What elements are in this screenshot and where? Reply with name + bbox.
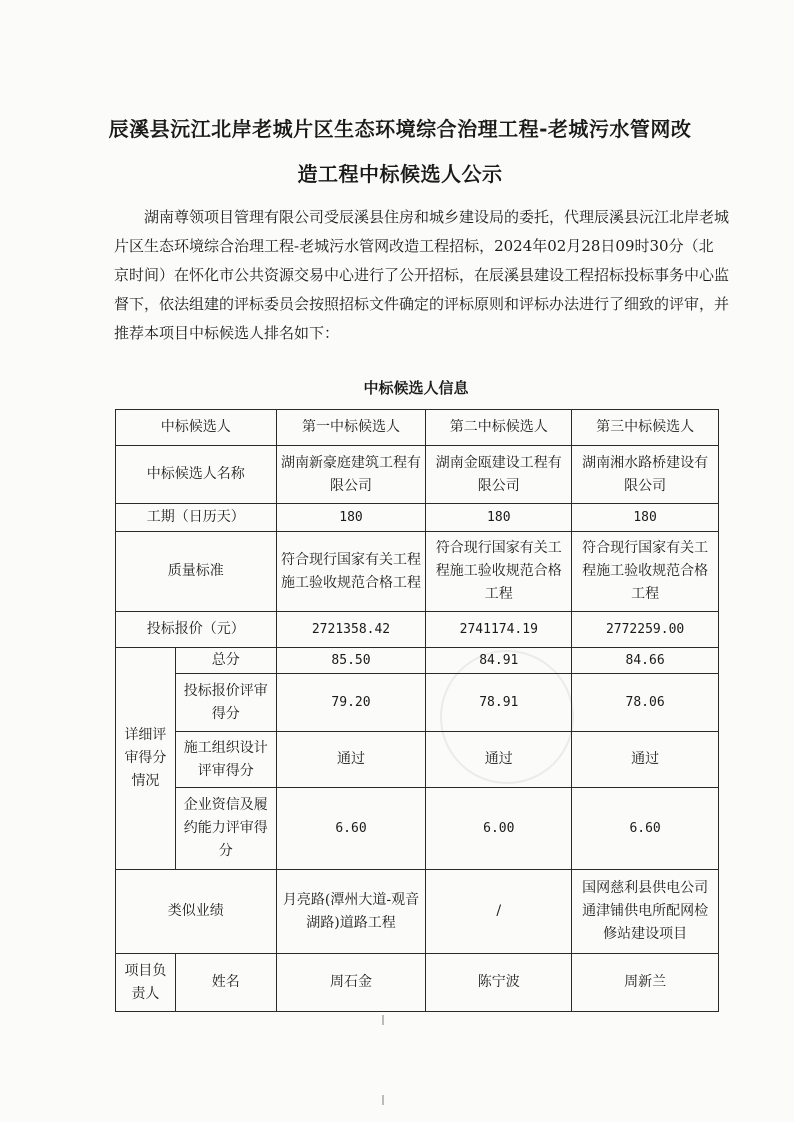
header-label: 中标候选人: [116, 410, 277, 446]
candidate-3-quality: 符合现行国家有关工程施工验收规范合格工程: [572, 532, 719, 612]
candidate-3-construction: 通过: [572, 732, 719, 788]
candidate-1-price: 2721358.42: [276, 612, 426, 648]
scan-mark: [382, 1015, 384, 1025]
intro-line: 片区生态环境综合治理工程-老城污水管网改造工程招标，2024年02月28日09时30分（北: [114, 237, 714, 255]
scan-mark: [382, 1095, 384, 1105]
row-label-price-score: 投标报价评审得分: [175, 674, 276, 732]
candidate-2-price: 2741174.19: [426, 612, 572, 648]
candidate-3-price: 2772259.00: [572, 612, 719, 648]
candidate-2-manager: 陈宁波: [426, 954, 572, 1012]
intro-line: 督下，依法组建的评标委员会按照招标文件确定的评标原则和评标办法进行了细致的评审，并: [114, 295, 730, 313]
table-row: [116, 788, 719, 870]
candidate-2-construction: 通过: [426, 732, 572, 788]
candidate-2-credit: 6.00: [426, 788, 572, 870]
table-row: [116, 954, 719, 1012]
document-title-line-1: 辰溪县沅江北岸老城片区生态环境综合治理工程-老城污水管网改: [108, 117, 692, 141]
table-row: [116, 732, 719, 788]
candidate-3-performance: 国网慈利县供电公司通津铺供电所配网检修站建设项目: [572, 870, 719, 954]
header-candidate-2: 第二中标候选人: [426, 410, 572, 446]
header-candidate-3: 第三中标候选人: [572, 410, 719, 446]
header-candidate-1: 第一中标候选人: [276, 410, 426, 446]
candidate-3-credit: 6.60: [572, 788, 719, 870]
candidate-1-credit: 6.60: [276, 788, 426, 870]
table-row: [116, 612, 719, 648]
row-label-period: 工期（日历天）: [116, 504, 277, 532]
row-label-construction: 施工组织设计评审得分: [175, 732, 276, 788]
table-row: [116, 532, 719, 612]
row-label-name: 中标候选人名称: [116, 446, 277, 504]
intro-paragraph: [114, 203, 730, 348]
candidate-1-price-score: 79.20: [276, 674, 426, 732]
candidate-3-manager: 周新兰: [572, 954, 719, 1012]
detail-group-label: 详细评审得分情况: [116, 648, 176, 870]
intro-line: 京时间）在怀化市公共资源交易中心进行了公开招标，在辰溪县建设工程招标投标事务中心监: [114, 266, 730, 284]
candidate-2-performance: /: [426, 870, 572, 954]
table-row: [116, 446, 719, 504]
table-caption: 中标候选人信息: [363, 379, 469, 397]
table-row: [116, 870, 719, 954]
candidate-2-price-score: 78.91: [426, 674, 572, 732]
candidate-1-quality: 符合现行国家有关工程施工验收规范合格工程: [276, 532, 426, 612]
candidate-3-name: 湖南湘水路桥建设有限公司: [572, 446, 719, 504]
candidate-1-construction: 通过: [276, 732, 426, 788]
candidate-1-total: 85.50: [276, 648, 426, 674]
manager-group-label: 项目负责人: [116, 954, 176, 1012]
candidate-3-price-score: 78.06: [572, 674, 719, 732]
row-label-total: 总分: [175, 648, 276, 674]
table-row: [116, 648, 719, 674]
document-title-line-2: 造工程中标候选人公示: [297, 162, 503, 186]
candidate-2-name: 湖南金瓯建设工程有限公司: [426, 446, 572, 504]
table-row: [116, 504, 719, 532]
candidate-3-total: 84.66: [572, 648, 719, 674]
candidate-3-period: 180: [572, 504, 719, 532]
row-label-performance: 类似业绩: [116, 870, 277, 954]
row-label-price: 投标报价（元）: [116, 612, 277, 648]
candidate-2-quality: 符合现行国家有关工程施工验收规范合格工程: [426, 532, 572, 612]
row-label-quality: 质量标准: [116, 532, 277, 612]
candidate-1-name: 湖南新豪庭建筑工程有限公司: [276, 446, 426, 504]
candidate-2-total: 84.91: [426, 648, 572, 674]
candidate-table: [115, 409, 719, 1012]
candidate-1-period: 180: [276, 504, 426, 532]
row-label-manager-name: 姓名: [175, 954, 276, 1012]
table-header-row: [116, 410, 719, 446]
row-label-credit: 企业资信及履约能力评审得分: [175, 788, 276, 870]
intro-line: 推荐本项目中标候选人排名如下：: [114, 324, 340, 342]
intro-line: 湖南尊领项目管理有限公司受辰溪县住房和城乡建设局的委托，代理辰溪县沅江北岸老城: [144, 208, 730, 226]
table-row: [116, 674, 719, 732]
candidate-1-performance: 月亮路(潭州大道-观音湖路)道路工程: [276, 870, 426, 954]
candidate-1-manager: 周石金: [276, 954, 426, 1012]
candidate-2-period: 180: [426, 504, 572, 532]
